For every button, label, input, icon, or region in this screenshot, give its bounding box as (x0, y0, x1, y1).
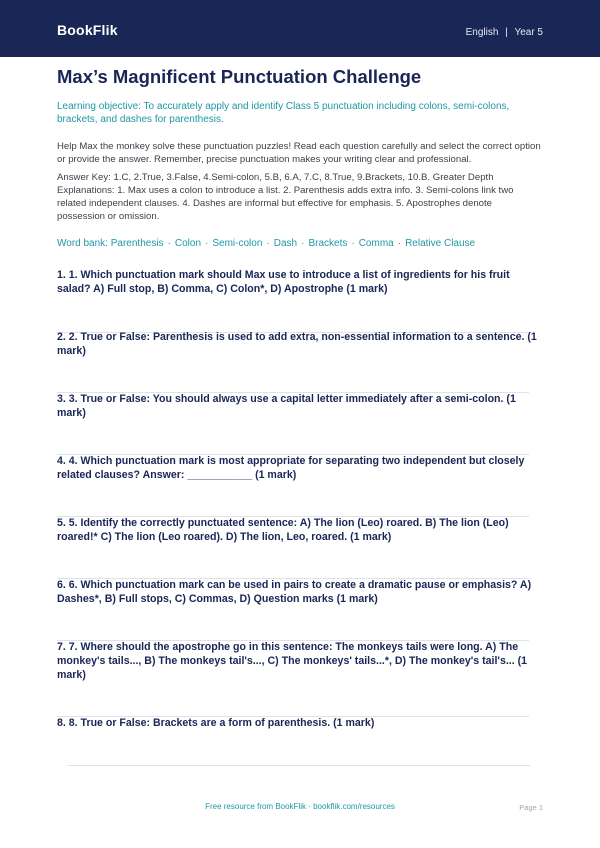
header-bar (0, 0, 600, 57)
subject-label: English (465, 27, 499, 38)
brand-logo[interactable]: BookFlik (57, 22, 118, 38)
word-bank-item: Semi-colon (212, 238, 263, 249)
word-bank-item: Comma (358, 238, 394, 249)
word-bank-item: Colon (174, 238, 202, 249)
word-bank-item: Brackets (308, 238, 348, 249)
word-bank-item: Relative Clause (405, 238, 476, 249)
question-6: 6. 6. Which punctuation mark can be used in pairs to create a dramatic pause or emphasis? A) Dashes*, B) Full stops, C) Commas, D) Question marks (1 mark) (57, 579, 532, 605)
question-4: 4. 4. Which punctuation mark is most appropriate for separating two independent but closely related clauses? Answer: ___________ (1 mark) (57, 455, 525, 481)
question-1: 1. 1. Which punctuation mark should Max use to introduce a list of ingredients for his fruit salad? A) Full stop, B) Comma, C) Colon*, D) Apostrophe (1 mark) (57, 269, 510, 295)
answer-key: Answer Key: 1.C, 2.True, 3.False, 4.Semi-colon, 5.B, 6.A, 7.C, 8.True, 9.Brackets, 10.B. Greater Depth Explanations: 1. Max uses a colon to introduce a list. 2. Parenthesis adds extra info. 3. Semi-colons link two related independent clauses. 4. Dashes are informal but effective for emphasis. 5. Apostrophes denote possession or omission. (57, 172, 514, 222)
word-bank-item: Parenthesis (110, 238, 164, 249)
question-2: 2. 2. True or False: Parenthesis is used to add extra, non-essential information to a sentence. (1 mark) (57, 331, 537, 357)
header-meta (466, 27, 543, 38)
word-bank-label: Word bank: (57, 238, 108, 249)
intro-paragraph: Help Max the monkey solve these punctuation puzzles! Read each question carefully and select the correct option or provide the answer. Remember, precise punctuation makes your writing clear and professional. (57, 141, 541, 165)
footer-divider (68, 765, 530, 766)
footer-link[interactable]: Free resource from BookFlik · bookflik.com/resources (205, 802, 395, 811)
question-8: 8. 8. True or False: Brackets are a form of parenthesis. (1 mark) (57, 717, 375, 729)
question-3: 3. 3. True or False: You should always use a capital letter immediately after a semi-colon. (1 mark) (57, 393, 516, 419)
learning-objective: Learning objective: To accurately apply and identify Class 5 punctuation including colons, semi-colons, brackets, and dashes for parenthesis. (57, 101, 510, 125)
word-bank-item: Dash (273, 238, 298, 249)
page-number: Page 1 (519, 803, 543, 812)
question-5: 5. 5. Identify the correctly punctuated sentence: A) The lion (Leo) roared. B) The lion (Leo) roared!* C) The lion (Leo roared). D) The lion, Leo, roared. (1 mark) (57, 517, 509, 543)
word-bank: Word bank: Parenthesis · Colon · Semi-colon · Dash · Brackets · Comma · Relative Clause (57, 238, 476, 249)
year-label: Year 5 (514, 27, 543, 38)
page-title: Max’s Magnificent Punctuation Challenge (57, 66, 422, 87)
question-7: 7. 7. Where should the apostrophe go in this sentence: The monkeys tails were long. A) The monkey's tails..., B) The monkeys tail's..., C) The monkeys' tails...*, D) The monkey's tail's... (1 mark) (57, 641, 528, 681)
meta-separator: | (505, 27, 508, 38)
